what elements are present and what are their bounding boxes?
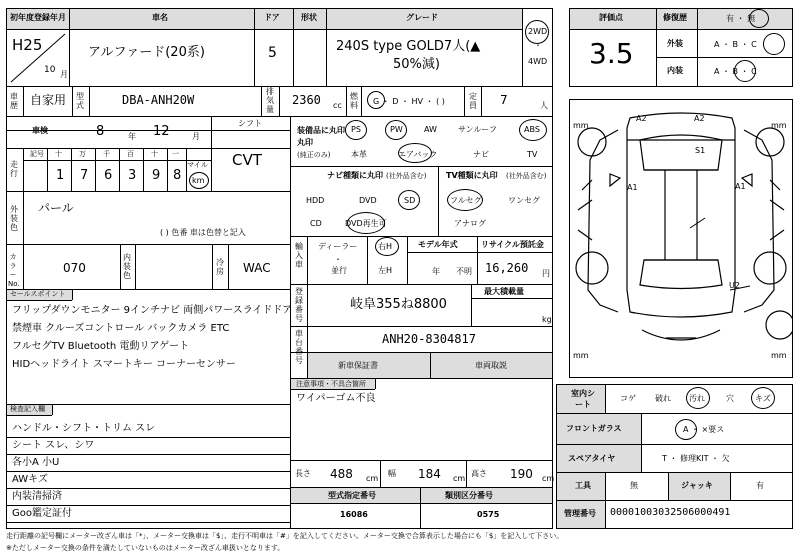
interior-color-label: 内装色 <box>123 253 131 280</box>
tv-analog: アナログ <box>454 219 486 228</box>
notes-value: ワイパーゴム不良 <box>296 393 376 404</box>
door-label: ドア <box>264 13 280 22</box>
mileage-unit: 十 <box>55 150 62 158</box>
jack-label: ジャッキ <box>681 481 713 490</box>
aircon-value: WAC <box>243 261 271 275</box>
diagram-label: S1 <box>695 146 706 155</box>
inspector-rule <box>6 522 290 523</box>
seat-koge: コゲ <box>620 394 636 403</box>
exterior-label: 外装 <box>667 39 683 48</box>
admin-label: 管理番号 <box>564 509 596 518</box>
import-left: 左H <box>378 266 393 275</box>
car-name-label: 車名 <box>152 13 168 22</box>
sales-label: セールスポイント <box>10 290 66 298</box>
usage-value: 自家用 <box>30 93 67 107</box>
tv-sub: (社外品含む) <box>506 172 547 180</box>
warranty-label: 新車保証書 <box>338 361 378 370</box>
sales-line: フリップダウンモニター 9インチナビ 両側パワースライドドア <box>12 305 293 316</box>
fuel-label: 燃料 <box>350 92 358 110</box>
interior-options: A ・ B ・ C <box>714 67 757 76</box>
nav-sd: SD <box>404 196 416 205</box>
height-label: 高さ <box>471 469 487 478</box>
windshield-label: フロントガラス <box>566 424 622 433</box>
mileage-unit: 百 <box>127 150 134 158</box>
mileage-digit: 1 <box>56 168 65 183</box>
capacity-unit: 人 <box>540 101 548 110</box>
equip-abs: ABS <box>524 125 540 134</box>
displacement-unit: cc <box>333 101 342 110</box>
equip-tv: TV <box>527 150 538 159</box>
spare-label: スペアタイヤ <box>568 454 616 463</box>
mileage-digit: 8 <box>173 168 182 183</box>
inspector-line: 内装清掃済 <box>12 491 62 502</box>
shape-label: 形状 <box>301 13 317 22</box>
car-diagram <box>570 100 792 377</box>
tv-label: TV種類に丸印 <box>446 171 498 180</box>
inspector-line: Goo鑑定証付 <box>12 508 72 519</box>
seat-label: 室内シート <box>571 389 595 409</box>
admin-value: 00001003032506000491 <box>610 507 731 518</box>
model-year-label: モデル年式 <box>418 240 458 249</box>
equipment-label-2: 丸印 <box>297 138 313 147</box>
max-load-label: 最大積載量 <box>484 287 524 296</box>
interior-b-circle <box>734 60 756 82</box>
type-no-value: 16086 <box>340 510 368 519</box>
door-value: 5 <box>268 45 277 61</box>
inspector-rule <box>6 454 290 455</box>
capacity-label: 定員 <box>469 92 477 110</box>
equip-aw: AW <box>424 125 437 134</box>
length-label: 長さ <box>295 469 311 478</box>
diagram-label: A1 <box>627 183 638 192</box>
shift-label: シフト <box>238 119 262 128</box>
score-value: 3.5 <box>589 37 634 70</box>
capacity-value: 7 <box>500 93 508 107</box>
model-type-label: 型式 <box>76 92 84 110</box>
displacement-value: 2360 <box>292 93 321 107</box>
width-unit: cm <box>453 474 466 483</box>
mileage-digit: 3 <box>128 168 137 183</box>
interior-label: 内装 <box>667 66 683 75</box>
mileage-digit: 9 <box>152 168 161 183</box>
length-value: 488 <box>330 467 353 481</box>
drive-4wd: 4WD <box>528 57 548 66</box>
color-label: 外装色 <box>10 205 18 232</box>
mileage-sign-label: 記号 <box>30 150 44 158</box>
equip-navi: ナビ <box>473 150 489 159</box>
aircon-label: 冷房 <box>216 258 224 276</box>
equip-sunroof: サンルーフ <box>458 125 497 134</box>
mm-label-4: mm <box>771 351 787 360</box>
recycle-label: リサイクル預託金 <box>481 240 544 249</box>
import-label: 輸入車 <box>295 242 303 269</box>
nav-hdd: HDD <box>306 196 325 205</box>
score-label: 評価点 <box>599 13 623 22</box>
inspector-line: シート スレ、シワ <box>12 440 95 451</box>
equip-leather: 本革 <box>351 150 367 159</box>
model-year-unknown: 不明 <box>456 267 472 276</box>
class-no-label: 類別区分番号 <box>445 491 493 500</box>
sales-line: フルセグTV Bluetooth 電動リアゲート <box>12 341 190 352</box>
inspection-month: 12 <box>153 124 170 139</box>
mile-label: マイル <box>187 161 208 169</box>
height-unit: cm <box>542 474 555 483</box>
height-value: 190 <box>510 467 533 481</box>
repair-options: 有 ・ 無 <box>726 14 756 23</box>
seat-stain: 汚れ <box>689 394 705 403</box>
mileage-unit: 千 <box>103 150 110 158</box>
nav-dvd: DVD <box>359 196 377 205</box>
displacement-label: 排気量 <box>266 87 274 114</box>
manual-label: 車両取説 <box>475 361 507 370</box>
grade-line1: 240S type GOLD7人(▲ <box>336 39 481 54</box>
inspector-line: ハンドル・シフト・トリム スレ <box>12 423 156 434</box>
mileage-digit: 6 <box>104 168 113 183</box>
inspector-label: 検査記入欄 <box>10 405 45 413</box>
mileage-label: 走行 <box>10 160 18 178</box>
jack-value: 有 <box>756 481 764 490</box>
chassis-value: ANH20-8304817 <box>382 332 476 346</box>
windshield-value: A ・ ×要ス <box>683 425 725 434</box>
grade-line2: 50%減) <box>393 57 440 72</box>
model-type-value: DBA-ANH20W <box>122 93 195 107</box>
color-value: パール <box>38 201 74 215</box>
width-label: 幅 <box>388 469 396 478</box>
inspector-rule <box>6 505 290 506</box>
tv-oneseg: ワンセグ <box>508 196 540 205</box>
inspector-line: 各小A 小U <box>12 457 60 468</box>
drive-dot: ・ <box>534 41 542 50</box>
equipment-label: 装備品に丸印 <box>297 126 345 135</box>
diagram-label: A2 <box>694 114 705 123</box>
car-name-value: アルファード(20系) <box>88 45 205 60</box>
plate-label: 登録番号 <box>295 287 303 323</box>
recycle-unit: 円 <box>542 269 550 278</box>
import-dot: ・ <box>334 255 342 264</box>
nav-sub: (社外品含む) <box>386 172 427 180</box>
tools-value: 無 <box>630 481 638 490</box>
seat-hole: 穴 <box>726 394 734 403</box>
sales-line: 禁煙車 クルーズコントロール バックカメラ ETC <box>12 323 230 334</box>
width-value: 184 <box>418 467 441 481</box>
inspector-rule <box>6 488 290 489</box>
chassis-label: 車台番号 <box>295 329 303 365</box>
plate-value: 岐阜355ね8800 <box>350 297 447 312</box>
color-no-value: 070 <box>63 261 86 275</box>
mileage-digit: 7 <box>80 168 89 183</box>
drive-2wd: 2WD <box>528 27 548 36</box>
exterior-options: A ・ B ・ C <box>714 40 757 49</box>
year-month-unit: 月 <box>60 70 68 79</box>
usage-label: 車歴 <box>10 92 18 110</box>
equip-airbag: エアバック <box>398 150 438 159</box>
color-no-label: カラーNo. <box>8 253 20 288</box>
tv-fullseg: フルセグ <box>450 196 482 205</box>
mm-label-1: mm <box>573 121 589 130</box>
sales-line: HIDヘッドライト スマートキー コーナーセンサー <box>12 359 236 370</box>
equipment-sub: (純正のみ) <box>297 151 331 159</box>
equip-pw: PW <box>390 125 403 134</box>
diagram-label: A1 <box>735 182 746 191</box>
repair-none-circle <box>749 9 769 28</box>
inspector-line: AWキズ <box>12 474 48 485</box>
inspector-rule <box>6 471 290 472</box>
max-load-unit: kg <box>542 315 552 324</box>
diagram-label: A2 <box>636 114 647 123</box>
footer-line1: 走行距離の記号欄にメーター改ざん車は「*」、メーター交換車は「$」、走行不明車は「#」を記入してください。メーター交換で合算表示した場合にも「$」を記入して下さい。 <box>6 532 564 540</box>
grade-label: グレード <box>406 13 438 22</box>
spare-value: T ・ 修理KIT ・ 欠 <box>662 454 730 463</box>
nav-dvd-play: DVD再生可 <box>345 219 387 228</box>
fuel-g-circle <box>367 91 385 109</box>
inspection-year-unit: 年 <box>128 132 136 141</box>
footer-line2: ※ただしメーター交換の条件を満たしていないものはメーター改ざん車扱いとなります。 <box>6 544 285 552</box>
import-dealer: ディーラー <box>318 242 358 251</box>
nav-cd: CD <box>310 219 322 228</box>
year-label: 初年度登録年月 <box>10 13 66 22</box>
nav-label: ナビ種類に丸印 <box>327 171 383 180</box>
exterior-c-circle <box>763 33 785 55</box>
class-no-value: 0575 <box>477 510 500 519</box>
fuel-value: G ・ D ・ HV ・ ( ) <box>373 97 445 106</box>
type-no-label: 型式指定番号 <box>328 491 376 500</box>
mileage-unit: 十 <box>151 150 158 158</box>
km-value: km <box>192 176 205 185</box>
seat-yabure: 破れ <box>655 394 671 403</box>
inspector-rule <box>6 437 290 438</box>
mm-label-2: mm <box>771 121 787 130</box>
inspection-label: 車検 <box>32 126 48 135</box>
model-year-unit: 年 <box>432 267 440 276</box>
import-right: 右H <box>378 242 393 251</box>
seat-scratch: キズ <box>755 394 771 403</box>
year-era: H25 <box>12 36 43 54</box>
year-month: 10 <box>44 65 56 75</box>
equip-ps: PS <box>351 125 361 134</box>
mileage-unit: 万 <box>79 150 86 158</box>
mm-label-3: mm <box>573 351 589 360</box>
inspection-month-unit: 月 <box>192 132 200 141</box>
tools-label: 工具 <box>575 481 591 490</box>
length-unit: cm <box>366 474 379 483</box>
diagram-label: U2 <box>729 281 740 290</box>
notes-label: 注意事項・不具合箇所 <box>296 380 366 388</box>
recycle-value: 16,260 <box>485 261 529 275</box>
inspection-year: 8 <box>96 124 105 139</box>
shift-value: CVT <box>232 151 262 169</box>
color-note: ( ) 色番 車は色替と記入 <box>160 228 246 237</box>
repair-label: 修復歴 <box>663 13 687 22</box>
import-parallel: 並行 <box>331 266 347 275</box>
mileage-unit: 一 <box>172 150 179 158</box>
